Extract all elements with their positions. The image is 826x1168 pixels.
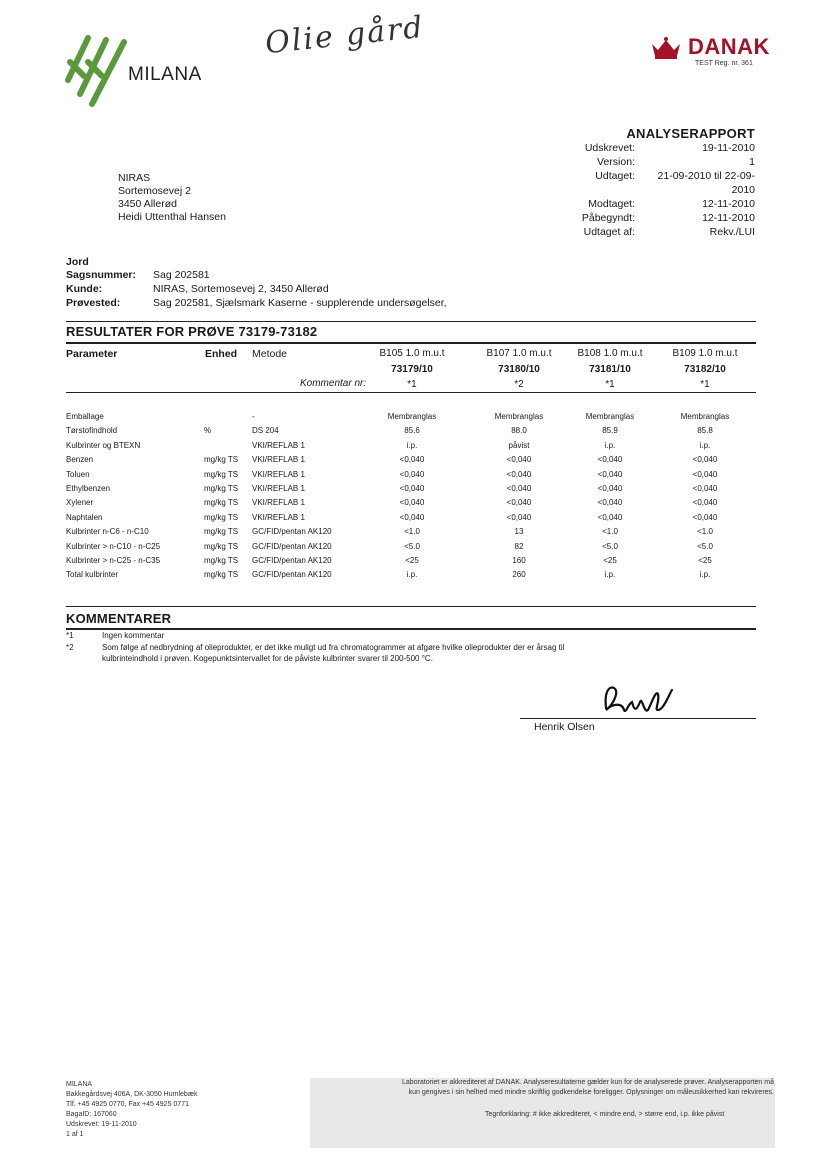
- recipient-street: Sortemosevej 2: [118, 185, 191, 197]
- row-value: <25: [405, 556, 419, 565]
- report-field-row: [555, 226, 755, 240]
- signature-name: Henrik Olsen: [534, 721, 595, 733]
- row-parameter: Kulbrinter > n-C25 - n-C35: [66, 556, 161, 565]
- row-unit: mg/kg TS: [204, 484, 239, 493]
- row-method: -: [252, 412, 255, 421]
- row-value: 85.9: [602, 426, 618, 436]
- handwritten-note: Olie gård: [263, 9, 427, 62]
- sample-name-header: B109 1.0 m.u.t: [672, 348, 738, 359]
- row-method: GC/FID/pentan AK120: [252, 570, 332, 580]
- milana-logo-text: MILANA: [128, 64, 202, 85]
- sample-comment-ref: *1: [700, 379, 710, 390]
- report-field-row: [555, 156, 755, 170]
- recipient-block: [118, 172, 226, 224]
- sample-name-header: B105 1.0 m.u.t: [379, 348, 445, 359]
- row-method: DS 204: [252, 426, 279, 436]
- comment-mark: *1: [66, 631, 74, 640]
- report-field-value: 12-11-2010: [702, 198, 755, 210]
- danak-reg-number: TEST Reg. nr. 361: [695, 60, 753, 67]
- comments-top-rule: [66, 606, 756, 607]
- report-title: ANALYSERAPPORT: [626, 126, 755, 141]
- sample-info-label: Kunde:: [66, 283, 103, 295]
- row-value: <5.0: [404, 541, 420, 551]
- row-value: 160: [512, 556, 526, 565]
- row-value: <0,040: [506, 512, 532, 522]
- row-unit: mg/kg TS: [204, 541, 239, 551]
- row-value: <0,040: [399, 512, 425, 522]
- sample-name-header: B108 1.0 m.u.t: [577, 348, 643, 359]
- row-method: VKI/REFLAB 1: [252, 469, 305, 479]
- footer-legend: Tegnforklaring: # ikke akkrediteret, < mindre end, > større end, i.p. ikke påvist: [485, 1111, 725, 1118]
- row-value: i.p.: [406, 570, 418, 580]
- row-value: Membranglas: [680, 412, 730, 421]
- footer-company-line: Udskrevet: 19-11-2010: [66, 1121, 137, 1128]
- report-field-label: Version:: [597, 156, 635, 168]
- sample-info-label: Sagsnummer:: [66, 269, 137, 281]
- row-method: GC/FID/pentan AK120: [252, 556, 332, 565]
- sample-comment-ref: *1: [605, 379, 615, 390]
- col-method-header: Metode: [252, 348, 288, 360]
- table-row: [66, 511, 766, 525]
- row-value: <0,040: [597, 512, 623, 522]
- comment-text: Ingen kommentar: [102, 631, 165, 640]
- report-field-row: [555, 212, 755, 226]
- row-value: <25: [698, 556, 712, 565]
- report-field-value: Rekv./LUI: [709, 226, 755, 238]
- comment-text: Som følge af nedbrydning af olieprodukter, er det ikke muligt ud fra chromatogrammer at afgøre hvilke olieprodukter der er årsag til: [102, 643, 565, 652]
- footer-company-line: 1 af 1: [66, 1131, 84, 1138]
- comments-title: KOMMENTARER: [66, 611, 172, 626]
- row-value: <0,040: [692, 469, 718, 479]
- danak-logo: [650, 34, 775, 74]
- table-row: [66, 554, 766, 568]
- comment-label: Kommentar nr:: [300, 378, 367, 389]
- sample-info-row: [66, 269, 666, 283]
- row-value: påvist: [508, 440, 530, 450]
- handwritten-signature-icon: [598, 680, 678, 720]
- row-value: 85.8: [697, 426, 713, 436]
- recipient-attention: Heidi Uttenthal Hansen: [118, 211, 226, 223]
- row-value: <0,040: [597, 498, 623, 508]
- sample-id-header: 73179/10: [391, 364, 433, 375]
- report-field-value: 2010: [731, 184, 755, 196]
- row-value: <0,040: [399, 469, 425, 479]
- row-parameter: Kulbrinter n-C6 - n-C10: [66, 527, 149, 537]
- row-unit: mg/kg TS: [204, 527, 239, 537]
- row-value: <0,040: [399, 484, 425, 493]
- row-parameter: Kulbrinter og BTEXN: [66, 440, 141, 450]
- report-field-label: Udtaget af:: [583, 226, 635, 238]
- row-value: <1.0: [602, 527, 618, 537]
- row-value: <0,040: [597, 484, 623, 493]
- col-unit-header: Enhed: [205, 348, 238, 360]
- row-value: <0,040: [597, 469, 623, 479]
- row-value: <0,040: [692, 484, 718, 493]
- row-value: Membranglas: [585, 412, 635, 421]
- signature-rule: [520, 718, 756, 719]
- results-title-rule: [66, 342, 756, 344]
- milana-logo: [62, 32, 222, 108]
- row-value: <0,040: [597, 455, 623, 465]
- footer-company-line: Bakkegårdsvej 406A, DK-3050 Humlebæk: [66, 1091, 198, 1098]
- row-value: i.p.: [604, 570, 616, 580]
- table-row: [66, 468, 766, 482]
- row-parameter: Emballage: [66, 412, 104, 421]
- report-field-value: 19-11-2010: [702, 142, 755, 154]
- signature-image: [598, 680, 678, 720]
- sample-info-fields: [66, 269, 666, 311]
- row-value: 85.6: [404, 426, 420, 436]
- col-parameter-header: Parameter: [66, 348, 118, 360]
- row-unit: mg/kg TS: [204, 498, 239, 508]
- row-value: <25: [603, 556, 617, 565]
- table-row: [66, 496, 766, 510]
- comment-mark: *2: [66, 643, 74, 652]
- row-value: <0,040: [399, 455, 425, 465]
- report-field-row: [555, 170, 755, 184]
- report-field-label: Påbegyndt:: [581, 212, 635, 224]
- recipient-city: 3450 Allerød: [118, 198, 177, 210]
- row-value: i.p.: [406, 440, 418, 450]
- recipient-name: NIRAS: [118, 172, 151, 184]
- row-value: <0,040: [692, 455, 718, 465]
- footer-disclaimer-line: kun gengives i sin helhed med mindre skriftlig godkendelse foreligger. Oplysninger om måleusikkerhed kan rekvireres.: [408, 1089, 774, 1096]
- milana-logo-icon: [62, 32, 128, 108]
- row-value: <0,040: [692, 498, 718, 508]
- row-method: VKI/REFLAB 1: [252, 484, 305, 493]
- row-value: 13: [514, 527, 524, 537]
- sample-info-value: Sag 202581, Sjælsmark Kaserne - supplerende undersøgelser,: [153, 297, 447, 309]
- table-row: [66, 410, 766, 424]
- row-unit: mg/kg TS: [204, 570, 239, 580]
- row-unit: mg/kg TS: [204, 469, 239, 479]
- report-field-label: Udskrevet:: [584, 142, 635, 154]
- row-parameter: Ethylbenzen: [66, 484, 111, 493]
- row-value: 260: [512, 570, 526, 580]
- sample-matrix: Jord: [66, 256, 89, 268]
- row-value: Membranglas: [387, 412, 437, 421]
- report-field-label: Udtaget:: [595, 170, 635, 182]
- report-field-value: 12-11-2010: [702, 212, 755, 224]
- row-parameter: Benzen: [66, 455, 94, 465]
- report-field-label: Modtaget:: [588, 198, 635, 210]
- footer-company-line: BagaID: 167060: [66, 1111, 117, 1118]
- footer-company-line: Tlf. +45 4925 0770, Fax +45 4925 0771: [66, 1101, 189, 1108]
- row-method: VKI/REFLAB 1: [252, 440, 305, 450]
- table-row: [66, 540, 766, 554]
- row-value: <0,040: [399, 498, 425, 508]
- row-value: <0,040: [506, 469, 532, 479]
- row-value: <1.0: [697, 527, 713, 537]
- report-field-value: 21-09-2010 til 22-09-: [657, 170, 755, 182]
- row-method: VKI/REFLAB 1: [252, 455, 305, 465]
- footer-company-info: [66, 1080, 198, 1140]
- row-value: <0,040: [506, 498, 532, 508]
- row-value: i.p.: [699, 440, 711, 450]
- row-value: i.p.: [699, 570, 711, 580]
- row-method: GC/FID/pentan AK120: [252, 527, 332, 537]
- table-row: [66, 525, 766, 539]
- row-value: Membranglas: [494, 412, 544, 421]
- footer-disclaimer: [312, 1078, 774, 1098]
- row-parameter: Total kulbrinter: [66, 570, 119, 580]
- comment-text: kulbrinteindhold i prøven. Kogepunktsintervallet for de påviste kulbrinter svarer til 200-500 °C.: [102, 654, 433, 663]
- table-row: [66, 439, 766, 453]
- row-value: 82: [514, 541, 524, 551]
- footer-disclaimer-line: Laboratoriet er akkrediteret af DANAK. Analyseresultaterne gælder kun for de analyserede prøver. Analyserapporten må: [402, 1079, 774, 1086]
- row-unit: mg/kg TS: [204, 512, 239, 522]
- row-parameter: Toluen: [66, 469, 90, 479]
- sample-info-value: Sag 202581: [153, 269, 210, 281]
- sample-id-header: 73182/10: [684, 364, 726, 375]
- row-parameter: Kulbrinter > n-C10 - n-C25: [66, 541, 161, 551]
- table-row: [66, 568, 766, 582]
- row-parameter: Naphtalen: [66, 512, 103, 522]
- sample-info-row: [66, 283, 666, 297]
- row-value: <0,040: [692, 512, 718, 522]
- row-unit: mg/kg TS: [204, 455, 239, 465]
- sample-id-header: 73181/10: [589, 364, 631, 375]
- row-unit: mg/kg TS: [204, 556, 239, 565]
- row-parameter: Xylener: [66, 498, 94, 508]
- report-fields: [555, 142, 755, 240]
- row-method: VKI/REFLAB 1: [252, 512, 305, 522]
- results-title: RESULTATER FOR PRØVE 73179-73182: [66, 324, 318, 339]
- report-field-row: [555, 198, 755, 212]
- row-value: <5.0: [697, 541, 713, 551]
- row-value: <1.0: [404, 527, 420, 537]
- row-value: <0,040: [506, 455, 532, 465]
- sample-info-row: [66, 297, 666, 311]
- row-unit: %: [204, 426, 212, 436]
- row-method: GC/FID/pentan AK120: [252, 541, 332, 551]
- table-row: [66, 453, 766, 467]
- row-value: <5.0: [602, 541, 618, 551]
- sample-info-value: NIRAS, Sortemosevej 2, 3450 Allerød: [153, 283, 329, 295]
- report-field-row: [555, 184, 755, 198]
- report-field-value: 1: [749, 156, 755, 168]
- sample-name-header: B107 1.0 m.u.t: [486, 348, 552, 359]
- results-header-rule: [66, 392, 756, 393]
- footer-company-line: MILANA: [66, 1081, 93, 1088]
- sample-info-label: Prøvested:: [66, 297, 121, 309]
- comments-title-rule: [66, 628, 756, 630]
- report-field-row: [555, 142, 755, 156]
- row-parameter: Tørstofindhold: [66, 426, 118, 436]
- danak-logo-text: DANAK: [688, 34, 770, 59]
- table-row: [66, 424, 766, 438]
- row-value: i.p.: [604, 440, 616, 450]
- table-row: [66, 482, 766, 496]
- row-value: <0,040: [506, 484, 532, 493]
- sample-id-header: 73180/10: [498, 364, 540, 375]
- sample-comment-ref: *1: [407, 379, 417, 390]
- row-method: VKI/REFLAB 1: [252, 498, 305, 508]
- row-value: 88.0: [511, 426, 527, 436]
- results-top-rule: [66, 321, 756, 322]
- crown-icon: [650, 36, 682, 60]
- sample-comment-ref: *2: [514, 379, 524, 390]
